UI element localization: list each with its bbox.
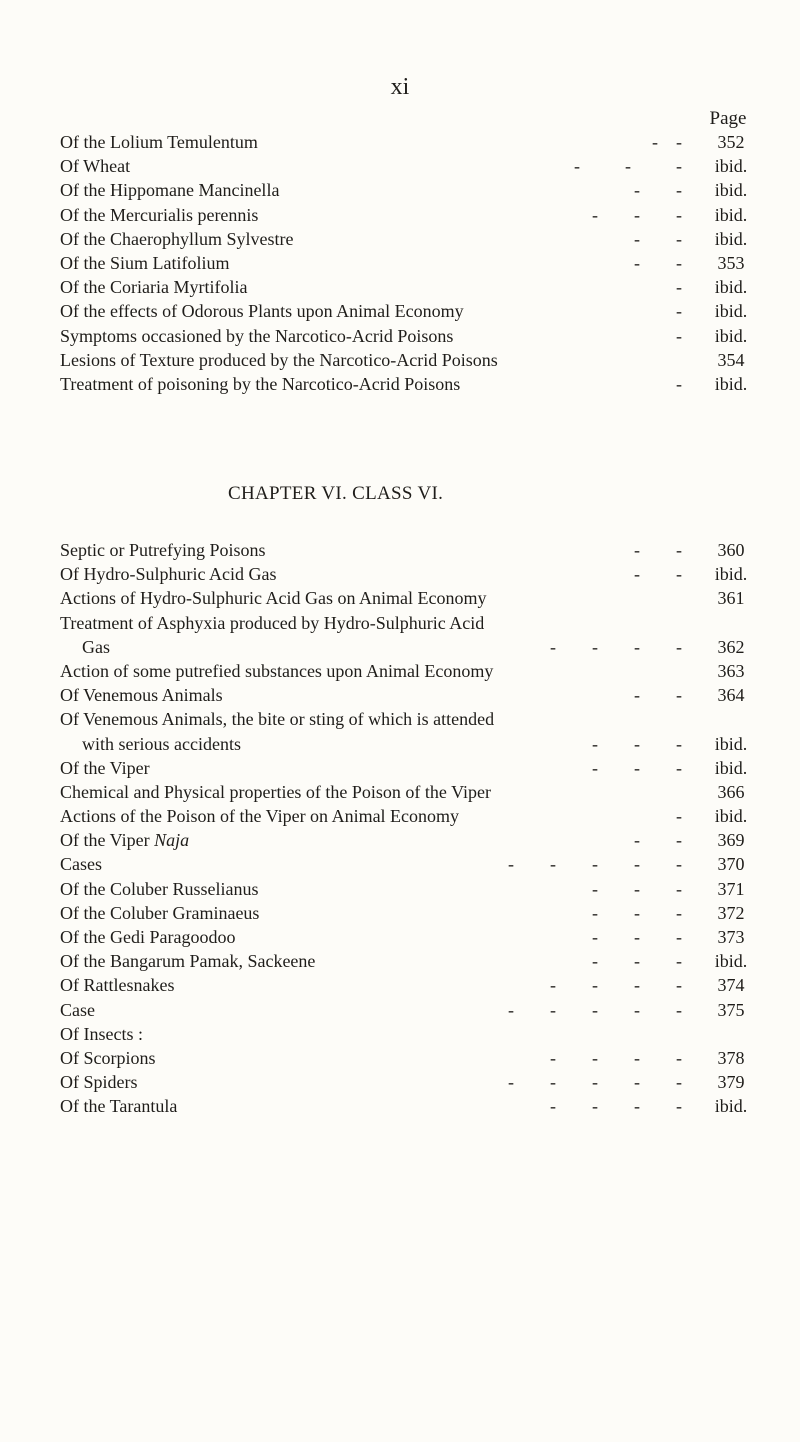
toc-entry-leader: - xyxy=(676,325,682,346)
toc-entry-title: Of the Chaerophyllum Sylvestre xyxy=(60,228,294,249)
toc-entry xyxy=(60,901,762,925)
toc-entry-title: Chemical and Physical properties of the Poison of the Viper xyxy=(60,781,491,802)
toc-entry-page: ibid. xyxy=(714,277,748,298)
toc-entry-title: Of the Viper xyxy=(60,757,150,778)
toc-entry-title: Cases xyxy=(60,854,102,875)
toc-entry-page: 360 xyxy=(717,540,745,560)
toc-entry-leader: - - - xyxy=(592,204,682,225)
toc-entry-page: ibid. xyxy=(714,757,748,778)
folio-number: xi xyxy=(390,74,410,100)
toc-entry xyxy=(60,538,762,562)
toc-entry-title: Of Hydro-Sulphuric Acid Gas xyxy=(60,564,277,585)
toc-entry xyxy=(60,154,762,178)
toc-entry-page: 363 xyxy=(717,660,745,681)
toc-entry xyxy=(60,852,762,876)
toc-entry-title: Of the Coluber Graminaeus xyxy=(60,902,260,923)
toc-entry-title: Of the Coriaria Myrtifolia xyxy=(60,277,248,298)
toc-entry-title: Actions of Hydro-Sulphuric Acid Gas on Animal Economy xyxy=(60,588,487,609)
toc-entry-title: with serious accidents xyxy=(82,733,241,754)
toc-entry xyxy=(60,130,762,154)
toc-entry-page: 364 xyxy=(717,685,745,706)
toc-entry-page: 370 xyxy=(717,854,745,875)
toc-entry xyxy=(60,877,762,901)
contents-list-top xyxy=(60,130,762,396)
toc-entry-title: Lesions of Texture produced by the Narcotico-Acrid Poisons xyxy=(60,349,498,370)
toc-entry xyxy=(60,611,762,635)
toc-entry-leader: - - - xyxy=(592,733,682,754)
toc-entry-leader: - - xyxy=(634,180,682,201)
toc-entry-page: 374 xyxy=(717,975,745,996)
toc-entry-page: ibid. xyxy=(714,204,748,225)
toc-entry-leader: - - - xyxy=(592,902,682,923)
toc-entry-title: Case xyxy=(60,999,95,1020)
toc-entry-page: ibid. xyxy=(714,951,748,972)
toc-entry-page: ibid. xyxy=(714,1096,748,1117)
toc-entry-leader: - - - - xyxy=(550,1096,682,1117)
toc-entry xyxy=(60,925,762,949)
toc-entry-title: Of Wheat xyxy=(60,156,131,177)
toc-entry-leader: - - - - - xyxy=(508,854,682,875)
chapter-heading: CHAPTER VI. CLASS VI. xyxy=(228,483,444,504)
toc-entry-title: Symptoms occasioned by the Narcotico-Acrid Poisons xyxy=(60,325,454,346)
toc-entry-leader: - - xyxy=(634,685,682,706)
toc-entry-title: Of the effects of Odorous Plants upon Animal Economy xyxy=(60,301,464,322)
toc-entry xyxy=(60,178,762,202)
toc-entry-leader: - - xyxy=(634,252,682,273)
toc-entry-title: Actions of the Poison of the Viper on Animal Economy xyxy=(60,806,460,827)
toc-entry-page: ibid. xyxy=(714,180,748,201)
toc-entry-leader: - - - - xyxy=(550,636,682,657)
toc-entry-page: 366 xyxy=(717,781,745,802)
toc-entry-page: 372 xyxy=(717,902,745,923)
toc-entry-page: ibid. xyxy=(714,156,748,177)
toc-entry-leader: - - - xyxy=(592,927,682,947)
toc-entry-leader: - - xyxy=(634,830,682,851)
toc-entry-title: Of the Lolium Temulentum xyxy=(60,132,258,152)
page-column-heading: Page xyxy=(709,108,747,129)
toc-entry-title: Septic or Putrefying Poisons xyxy=(60,540,266,560)
toc-entry xyxy=(60,348,762,372)
toc-entry-page: 361 xyxy=(717,588,745,609)
toc-entry-page: ibid. xyxy=(714,806,748,827)
toc-entry-title: Action of some putrefied substances upon Animal Economy xyxy=(60,660,494,681)
toc-entry-page: ibid. xyxy=(714,325,748,346)
toc-entry-title: Of the Sium Latifolium xyxy=(60,252,230,273)
toc-entry-leader: - - xyxy=(634,564,682,585)
toc-entry xyxy=(60,683,762,707)
toc-entry-page: 362 xyxy=(717,636,745,657)
toc-entry-title: Of the Mercurialis perennis xyxy=(60,204,259,225)
toc-entry-leader: - - - - xyxy=(550,1047,682,1068)
toc-entry xyxy=(60,707,762,731)
toc-entry xyxy=(60,1046,762,1070)
toc-entry-leader: - - - xyxy=(592,878,682,899)
toc-entry-title: Of Scorpions xyxy=(60,1047,156,1068)
toc-entry xyxy=(60,828,762,852)
toc-entry-page: 373 xyxy=(717,927,745,947)
toc-entry-leader: - - xyxy=(652,132,682,152)
toc-entry xyxy=(60,251,762,275)
toc-entry-page: ibid. xyxy=(714,228,748,249)
toc-entry-leader: - - - xyxy=(592,951,682,972)
toc-entry-leader: - - - - xyxy=(550,975,682,996)
toc-entry-title: Of Venemous Animals, the bite or sting of which is attended xyxy=(60,709,495,730)
toc-entry-page: 378 xyxy=(717,1047,745,1068)
toc-entry-page: 354 xyxy=(717,349,745,370)
toc-entry-page: 369 xyxy=(717,830,745,851)
toc-entry-leader: - xyxy=(676,373,682,394)
toc-entry xyxy=(60,275,762,299)
toc-entry-title: Gas xyxy=(82,636,110,657)
toc-entry xyxy=(60,203,762,227)
toc-entry xyxy=(60,756,762,780)
toc-entry xyxy=(60,732,762,756)
toc-entry-leader: - xyxy=(676,806,682,827)
toc-entry xyxy=(60,973,762,997)
toc-entry xyxy=(60,586,762,610)
toc-entry-leader: - - - xyxy=(574,156,682,177)
toc-entry-page: 375 xyxy=(717,999,745,1020)
toc-entry xyxy=(60,324,762,348)
toc-entry-leader: - - xyxy=(634,540,682,560)
toc-entry xyxy=(60,372,762,396)
toc-entry xyxy=(60,949,762,973)
toc-entry xyxy=(60,299,762,323)
toc-entry xyxy=(60,998,762,1022)
toc-entry-leader: - xyxy=(676,301,682,322)
toc-entry-page: 353 xyxy=(717,252,745,273)
toc-entry-title: Of the Hippomane Mancinella xyxy=(60,180,280,201)
toc-entry xyxy=(60,1022,762,1046)
toc-entry xyxy=(60,562,762,586)
toc-entry-page: ibid. xyxy=(714,564,748,585)
toc-entry xyxy=(60,227,762,251)
toc-entry xyxy=(60,659,762,683)
toc-entry-title: Of Rattlesnakes xyxy=(60,975,175,996)
toc-entry-title: Treatment of poisoning by the Narcotico-Acrid Poisons xyxy=(60,373,461,394)
toc-entry xyxy=(60,804,762,828)
toc-entry-title: Of Spiders xyxy=(60,1072,138,1093)
toc-entry-page: 352 xyxy=(717,132,745,152)
toc-entry-title: Of the Bangarum Pamak, Sackeene xyxy=(60,951,316,972)
toc-entry-page: ibid. xyxy=(714,373,748,394)
toc-entry-title: Treatment of Asphyxia produced by Hydro-Sulphuric Acid xyxy=(60,612,485,633)
toc-entry-leader: - - - xyxy=(592,757,682,778)
toc-entry xyxy=(60,1094,762,1118)
toc-entry xyxy=(60,780,762,804)
toc-entry-title: Of the Gedi Paragoodoo xyxy=(60,927,236,947)
toc-entry-title: Of the Tarantula xyxy=(60,1096,178,1117)
toc-entry-page: ibid. xyxy=(714,733,748,754)
contents-list-bottom xyxy=(60,538,762,1119)
toc-entry-leader: - - - - - xyxy=(508,999,682,1020)
toc-entry-page: 371 xyxy=(717,878,745,899)
toc-entry-title: Of the Viper Naja xyxy=(60,830,190,851)
toc-entry-page: ibid. xyxy=(714,301,748,322)
toc-entry-leader: - xyxy=(676,277,682,298)
toc-entry xyxy=(60,1070,762,1094)
toc-entry-leader: - - xyxy=(634,228,682,249)
toc-entry-page: 379 xyxy=(717,1072,745,1093)
toc-entry-title: Of Venemous Animals xyxy=(60,685,223,706)
toc-entry-title: Of the Coluber Russelianus xyxy=(60,878,259,899)
toc-entry-leader: - - - - - xyxy=(508,1072,682,1093)
toc-entry xyxy=(60,635,762,659)
toc-entry-title: Of Insects : xyxy=(60,1023,143,1044)
